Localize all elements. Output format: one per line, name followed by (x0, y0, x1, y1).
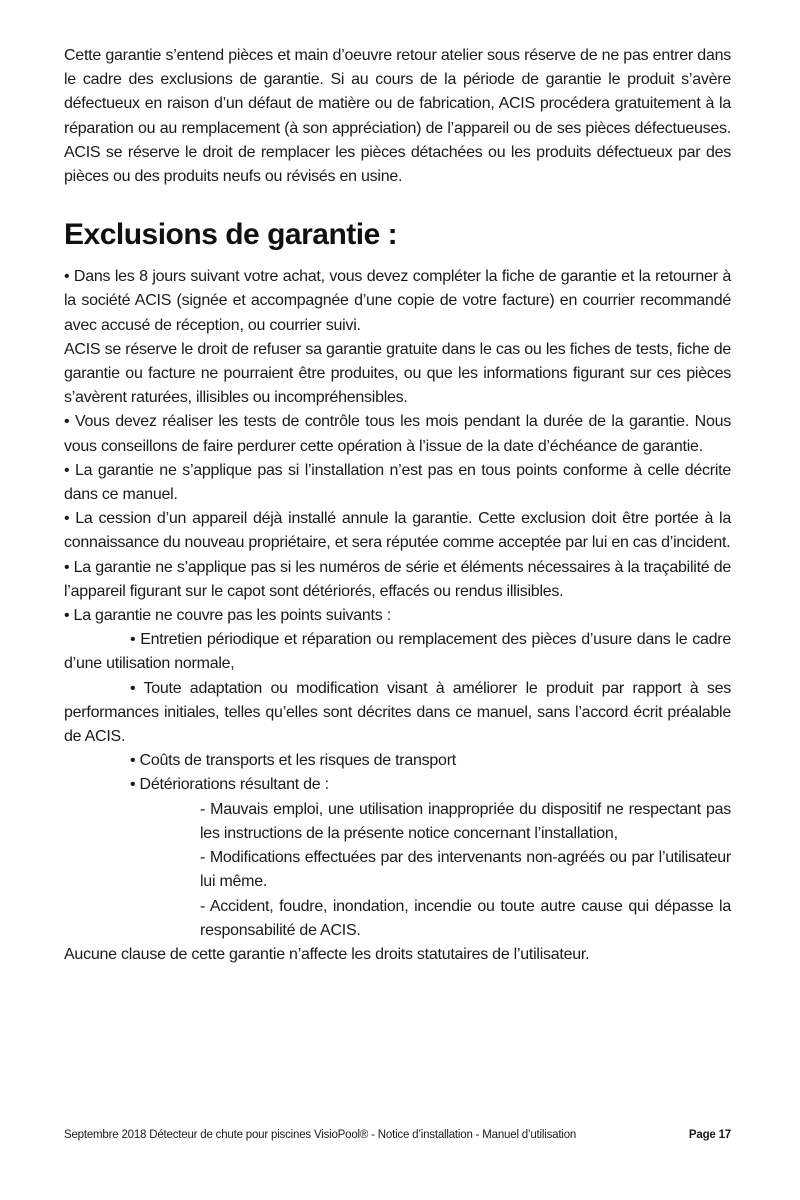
sub-item-modification: • Toute adaptation ou modification visant à améliorer le produit par rapport à ses performances initiales, telles qu’elles sont décrites dans ce manuel, sans l’accord écrit préalable de ACIS. (64, 679, 731, 746)
page-number: Page 17 (688, 1129, 731, 1141)
damage-item-misuse: - Mauvais emploi, une utilisation inappropriée du dispositif ne respectant pas les instructions de la présente notice concernant l’installation, (200, 800, 731, 842)
section-heading: Exclusions de garantie : (64, 218, 398, 252)
exclusion-paragraph-refusal: ACIS se réserve le droit de refuser sa garantie gratuite dans le cas ou les fiches de tests, fiche de garantie ou facture ne pourraient être produites, ou que les informations figurant sur ces pièces s’avèrent raturées, illisibles ou incompréhensibles. (64, 340, 731, 407)
exclusion-item-tests: • Vous devez réaliser les tests de contrôle tous les mois pendant la durée de la garantie. Nous vous conseillons de faire perdurer cette opération à l’issue de la date d’échéance de garantie. (64, 413, 731, 455)
intro-paragraph: Cette garantie s’entend pièces et main d’oeuvre retour atelier sous réserve de ne pas entrer dans le cadre des exclusions de garantie. Si au cours de la période de garantie le produit s’avère défectueux en raison d’un défaut de matière ou de fabrication, ACIS procédera gratuitement à la réparation ou au remplacement (à son appréciation) de l’appareil ou de ses pièces défectueuses. ACIS se réserve le droit de remplacer les pièces détachées ou les produits défectueux par des pièces ou des produits neufs ou révisés en usine. (64, 47, 731, 186)
exclusion-item-installation: • La garantie ne s’applique pas si l’installation n’est pas en tous points conforme à celle décrite dans ce manuel. (64, 461, 731, 504)
footer-text: Septembre 2018 Détecteur de chute pour piscines VisioPool® - Notice d’installation - Manuel d’utilisation (64, 1129, 577, 1141)
damage-item-accident: - Accident, foudre, inondation, incendie ou toute autre cause qui dépasse la responsabilité de ACIS. (200, 897, 731, 939)
sub-item-transport: • Coûts de transports et les risques de transport (130, 752, 456, 770)
sub-item-maintenance: • Entretien périodique et réparation ou remplacement des pièces d’usure dans le cadre d’une utilisation normale, (64, 631, 731, 673)
exclusion-item-purchase: • Dans les 8 jours suivant votre achat, vous devez compléter la fiche de garantie et la retourner à la société ACIS (signée et accompagnée d’une copie de votre facture) en courrier recommandé avec accusé de réception, ou courrier suivi. (64, 268, 731, 334)
exclusion-item-not-covered: • La garantie ne couvre pas les points suivants : (64, 607, 391, 625)
exclusion-item-transfer: • La cession d’un appareil déjà installé annule la garantie. Cette exclusion doit être portée à la connaissance du nouveau propriétaire, et sera réputée comme acceptée par lui en cas d’incident. (64, 510, 731, 552)
document-page (64, 44, 731, 967)
sub-item-damage: • Détériorations résultant de : (130, 776, 329, 794)
page-footer (64, 1127, 731, 1143)
closing-paragraph: Aucune clause de cette garantie n’affecte les droits statutaires de l’utilisateur. (64, 945, 590, 963)
damage-item-unauthorized: - Modifications effectuées par des intervenants non-agréés ou par l’utilisateur lui même. (200, 849, 731, 891)
exclusion-item-serial: • La garantie ne s’applique pas si les numéros de série et éléments nécessaires à la traçabilité de l’appareil figurant sur le capot sont détériorés, effacés ou rendus illisibles. (64, 558, 731, 600)
